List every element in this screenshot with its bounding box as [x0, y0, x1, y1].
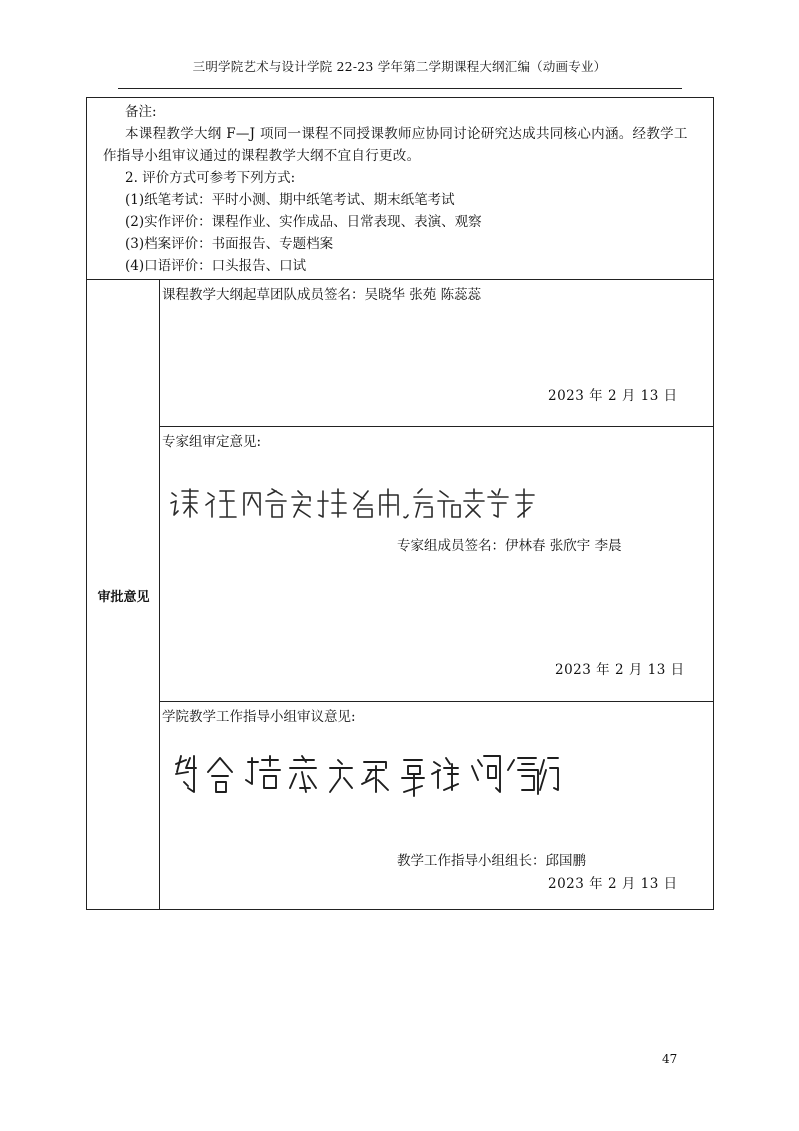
- outline-table: [86, 97, 714, 910]
- drafting-section: [160, 280, 713, 427]
- college-leader-signature-text: 教学工作指导小组组长：邱国鹏: [397, 853, 586, 869]
- approval-content: [160, 280, 713, 909]
- expert-handwritten-opinion: [168, 483, 538, 523]
- drafting-signature-line: 课程教学大纲起草团队成员签名：吴晓华 张苑 陈蕊蕊: [162, 287, 482, 303]
- expert-date: 2023 年 2 月 13 日: [555, 662, 685, 678]
- eval-title: 2. 评价方式可参考下列方式:: [125, 170, 296, 186]
- college-handwritten-opinion: [172, 752, 562, 802]
- notes-cell: [87, 98, 713, 280]
- page-number: 47: [662, 1052, 678, 1066]
- approval-label: 审批意见: [97, 590, 150, 605]
- college-section: [160, 702, 713, 909]
- approval-label-cell: [87, 280, 160, 909]
- drafting-date: 2023 年 2 月 13 日: [548, 388, 678, 404]
- notes-paragraph: 本课程教学大纲 F—J 项同一课程不同授课教师应协同讨论研究达成共同核心内涵。经教学工作指导小组审议通过的课程教学大纲不宜自行更改。: [103, 126, 688, 164]
- eval-item: (3)档案评价：书面报告、专题档案: [125, 236, 334, 252]
- page-header-title: 三明学院艺术与设计学院 22-23 学年第二学期课程大纲汇编（动画专业）: [192, 59, 607, 74]
- expert-opinion-title: 专家组审定意见:: [162, 434, 262, 450]
- expert-section: [160, 427, 713, 702]
- header-rule: [118, 88, 682, 89]
- eval-item: (2)实作评价：课程作业、实作成品、日常表现、表演、观察: [125, 214, 482, 230]
- notes-heading: 备注:: [125, 104, 157, 120]
- eval-item: (4)口语评价：口头报告、口试: [125, 258, 307, 274]
- college-opinion-title: 学院教学工作指导小组审议意见:: [162, 709, 356, 725]
- expert-members-signature: 专家组成员签名：伊林春 张欣宇 李晨: [397, 538, 622, 554]
- eval-item: (1)纸笔考试：平时小测、期中纸笔考试、期末纸笔考试: [125, 192, 455, 208]
- college-date: 2023 年 2 月 13 日: [548, 876, 678, 892]
